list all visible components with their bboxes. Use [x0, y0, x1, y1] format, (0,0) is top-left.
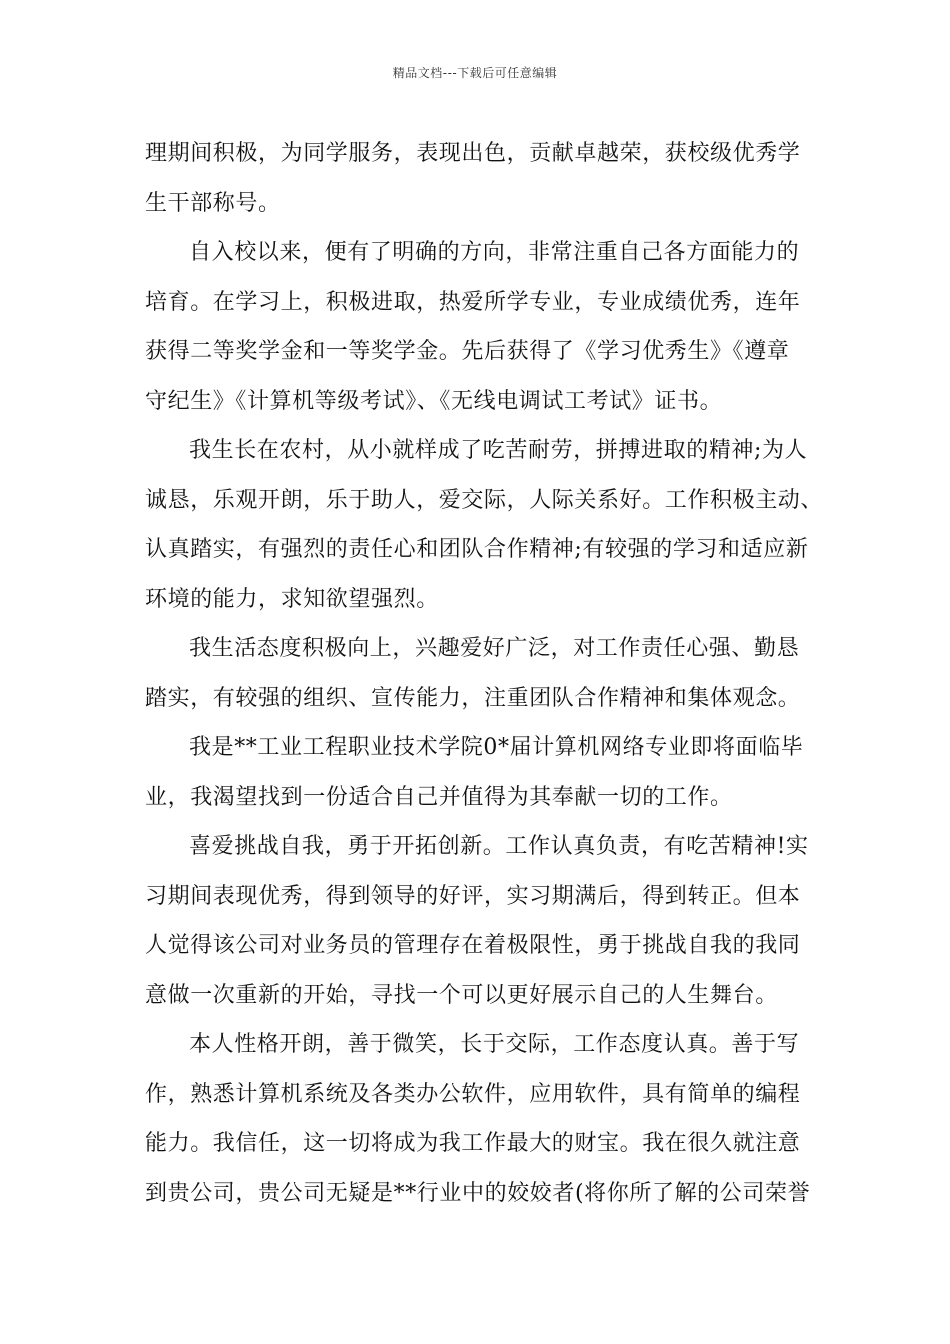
text-line: 喜爱挑战自我，勇于开拓创新。工作认真负责，有吃苦精神!实 [189, 834, 809, 859]
text-line: 自入校以来，便有了明确的方向，非常注重自己各方面能力的 [189, 240, 800, 265]
document-body [145, 129, 824, 1218]
paragraph [145, 426, 824, 624]
text-line: 作，熟悉计算机系统及各类办公软件，应用软件，具有简单的编程 [145, 1081, 801, 1107]
paragraph [145, 228, 810, 426]
text-line: 人觉得该公司对业务员的管理存在着极限性，勇于挑战自我的我同 [145, 933, 801, 958]
page-header: 精品文档---下载后可任意编辑 [392, 66, 558, 80]
text-line: 意做一次重新的开始，寻找一个可以更好展示自己的人生舞台。 [145, 982, 778, 1008]
paragraph [145, 1020, 810, 1218]
paragraph [145, 723, 810, 822]
text-line: 守纪生》《计算机等级考试》、《无线电调试工考试》证书。 [145, 388, 723, 414]
text-line: 培育。在学习上，积极进取，热爱所学专业，专业成绩优秀，连年 [145, 289, 801, 315]
text-line: 业，我渴望找到一份适合自己并值得为其奉献一切的工作。 [145, 784, 733, 810]
text-line: 认真踏实，有强烈的责任心和团队合作精神;有较强的学习和适应新 [145, 537, 809, 562]
text-line: 到贵公司，贵公司无疑是**行业中的姣姣者(将你所了解的公司荣誉 [145, 1180, 811, 1206]
text-line: 生干部称号。 [145, 190, 281, 216]
text-line: 获得二等奖学金和一等奖学金。先后获得了《学习优秀生》《遵章 [145, 339, 790, 364]
paragraph [145, 129, 810, 228]
text-line: 能力。我信任，这一切将成为我工作最大的财宝。我在很久就注意 [145, 1131, 801, 1156]
text-line: 理期间积极，为同学服务，表现出色，贡献卓越荣，获校级优秀学 [145, 141, 801, 166]
text-line: 诚恳，乐观开朗，乐于助人，爱交际，人际关系好。工作积极主动、 [145, 487, 824, 513]
paragraph [145, 822, 810, 1020]
text-line: 习期间表现优秀，得到领导的好评，实习期满后，得到转正。但本 [145, 883, 801, 909]
text-line: 我是**工业工程职业技术学院0*届计算机网络专业即将面临毕 [189, 735, 804, 760]
text-line: 我生长在农村，从小就样成了吃苦耐劳，拼搏进取的精神;为人 [189, 438, 808, 463]
text-line: 踏实，有较强的组织、宣传能力，注重团队合作精神和集体观念。 [145, 685, 801, 711]
text-line: 我生活态度积极向上，兴趣爱好广泛，对工作责任心强、勤恳 [189, 636, 800, 661]
text-line: 本人性格开朗，善于微笑，长于交际，工作态度认真。善于写 [189, 1032, 800, 1057]
paragraph [145, 624, 810, 723]
text-line: 环境的能力，求知欲望强烈。 [145, 586, 439, 612]
